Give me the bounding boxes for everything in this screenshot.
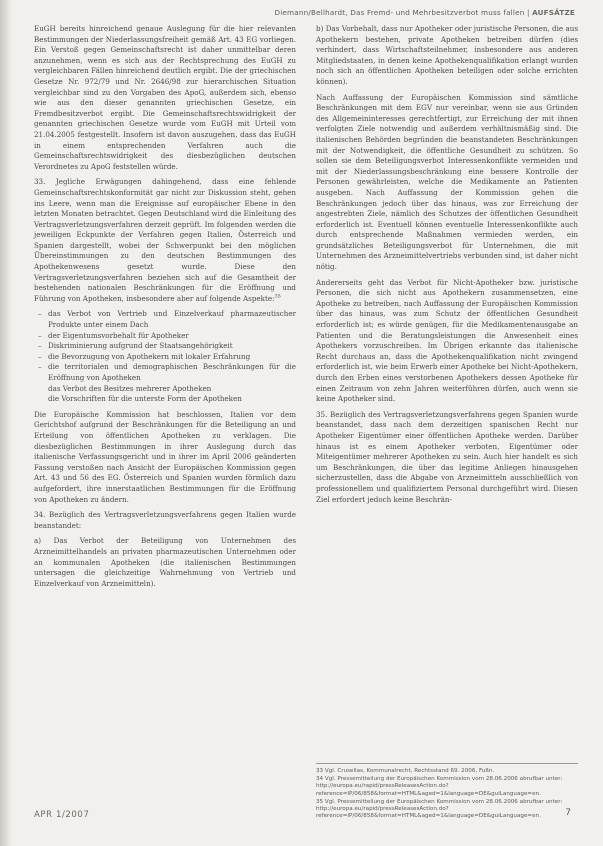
footnote-34: 34 Vgl. Pressemitteilung der Europäischen Kommission vom 28.06.2006 abrufbar unter: http://europa.eu/rapid/pressReleasesAction.do?reference=IP/06/858&format=HTML&aged=1&language=DE&guiLanguage=en. bbox=[316, 776, 563, 797]
left-paragraph-2 bbox=[34, 177, 296, 304]
footnote-ref-35: 35 bbox=[274, 293, 281, 300]
right-paragraph-3: Andererseits geht das Verbot für Nicht-Apotheker bzw. juristische Personen, die sich nicht aus Apothekern zusammensetzen, eine Apotheke zu betreiben, nach Auffassung der Europäischen Kommission über das hinaus, was zum Schutz der öffentlichen Gesundheit erforderlich ist; es würde genügen, für die Medikamentenausgabe an Patienten und die Beratungsleistungen die Anwesenheit eines Apothekers vorzuschreiben. Im Übrigen erkannte das italienische Recht durchaus an, dass die Apothekenqualifikation nicht zwingend erforderlich ist, wie beim Erwerb einer Apotheke bei Nicht-Apothekern, durch den Erben eines verstorbenen Apothekers dessen Apotheke für einen Zeitraum von zehn Jahren weiterführen dürfen, auch wenn sie keine Apotheker sind. bbox=[316, 277, 578, 404]
left-paragraph-1: EuGH bereits hinreichend genaue Auslegung für die hier relevanten Bestimmungen der Niederlassungsfreiheit gemäß Art. 43 EG vorliegen. Ein Verstoß gegen Gemeinschaftsrecht ist daher unmittelbar deren anzunehmen, wenn es sich aus der Rechtsprechung des EuGH zu vergleichbaren Fällen hinreichend deutlich ergibt. Die der griechischen Gesetze Nr. 972/79 und Nr. 2646/98 zur hierarchischen Situation vergleichbar sind zu den Vorgaben des ApoG, außerdem sich, ebenso wie aus den dieser genannten griechischen Gesetze, ein Fremdbesitzverbot ergibt. Die Gemeinschaftsrechtswidrigkeit der genannten griechischen Gesetze wurde vom EuGH mit Urteil vom 21.04.2005 festgestellt. Insofern ist davon auszugehen, dass das EuGH in einem entsprechenden Verfahren auch die Gemeinschaftsrechtswidrigkeit des diesbezüglichen deutschen Verordnetes zu ApoG feststellen würde. bbox=[34, 24, 296, 171]
left-paragraph-3: Die Europäische Kommission hat beschlossen, Italien vor dem Gerichtshof aufgrund der Beschränkungen für die Beteiligung an und Erteilung von öffentlichen Apotheken zu verklagen. Die diesbezüglichen Bestimmungen in ihrer Auslegung durch das italienische Verfassungsgericht und in ihrer im April 2006 geänderten Fassung verstoßen nach Ansicht der Europäischen Kommission gegen Art. 43 und 56 des EG. Österreich und Spanien wurden förmlich dazu aufgefordert, ihre innerstaatlichen Bestimmungen für die Eröffnung von Apotheken zu ändern. bbox=[34, 409, 296, 504]
right-paragraph-2: Nach Auffassung der Europäischen Kommission sind sämtliche Beschränkungen mit dem EGV nur vereinbar, wenn sie aus Gründen des Allgemeininteresses gerechtfertigt, zur Erreichung der mit ihnen verfolgten Ziele notwendig und außerdem verhältnismäßig sind. Die italienischen Behörden begründen die beanstandeten Beschränkungen mit der Notwendigkeit, die öffentliche Gesundheit zu schützen. So sollen sie dem Beteiligungsverbot Interessenkonflikte vermeiden und mit der Niederlassungsbeschränkung eine bessere Kontrolle der Personen gewährleisten, welche die Medikamente an Patienten ausgeben. Nach Auffassung der Kommission gehen die Beschränkungen jedoch über das hinaus, was zur Erreichung der angestrebten Ziele, nämlich des Schutzes der öffentlichen Gesundheit erforderlich ist. Eventuell können eventuelle Interessenkonflikte auch durch entsprechende Maßnahmen vermieden werden, ein grundsätzliches Beteiligungsverbot für Unternehmen, die mit Unternehmen des Arzneimittelvertriebs verbunden sind, ist daher nicht nötig. bbox=[316, 92, 578, 272]
page-binding-shadow bbox=[0, 0, 12, 846]
left-paragraph-5: a) Das Verbot der Beteiligung von Unternehmen des Arzneimittelhandels an privaten pharmazeutischen Unternehmen oder an kommunalen Apotheken (die italienischen Bestimmungen untersagen die gleichzeitige Wahrnehmung von Vertrieb und Einzelverkauf von Arzneimitteln). bbox=[34, 536, 296, 588]
footnote-35: 35 Vgl. Pressemitteilung der Europäischen Kommission vom 28.06.2006 abrufbar unter: http://europa.eu/rapid/pressReleasesAction.do?reference=IP/06/858&format=HTML&aged=1&language=DE&guiLanguage=en. bbox=[316, 798, 563, 820]
list-item: – die Bevorzugung von Apothekern mit lokaler Erfahrung bbox=[38, 351, 251, 361]
left-paragraph-4: 34. Bezüglich des Vertragsverletzungsverfahrens gegen Italien wurde beanstandet: bbox=[34, 510, 296, 530]
header-section: AUFSÄTZE bbox=[532, 8, 575, 17]
list-item: – Diskriminierung aufgrund der Staatsangehörigkeit bbox=[38, 341, 233, 351]
right-column bbox=[316, 24, 578, 510]
left-column bbox=[34, 24, 296, 594]
header-separator: | bbox=[526, 8, 530, 17]
list-item: die Vorschriften für die unterste Form der Apotheken bbox=[48, 394, 242, 404]
right-paragraph-1: b) Das Vorbehalt, dass nur Apotheker oder juristische Personen, die aus Apothekern bestehen, private Apotheken betreiben dürfen (dies verhindert, dass Wirtschaftsteilnehmer, insbesondere aus anderen Mitgliedstaaten, in denen keine Apothekenqualifikation erlangt wurden noch sich an öffentlichen Apotheken beteiligen oder solche errichten können). bbox=[316, 24, 578, 86]
list-item: das Verbot des Besitzes mehrerer Apotheken bbox=[48, 383, 212, 393]
footnote-33: 33 Vgl. Crusellas, Kommunalrecht, Rechtsstand 69. 2006, Fußn. bbox=[316, 768, 495, 774]
list-item: – das Verbot von Vertrieb und Einzelverkauf pharmazeutischer Produkte unter einem Dach bbox=[38, 309, 296, 330]
list-item: – die territorialen und demographischen Beschränkungen für die Eröffnung von Apotheken bbox=[38, 362, 296, 382]
list-item: – der Eigentumsvorbehalt für Apotheker bbox=[38, 330, 189, 340]
left-paragraph-2-text: 33. Jegliche Erwägungen dahingehend, dass eine fehlende Gemeinschaftsrechtskonformität gar nicht zur Diskussion steht, gehen ins Leere, wenn man die Ereignisse auf europäischer Ebene in den letzten Monaten betrachtet. Gegen Deutschland wird die Einleitung des Vertragsverletzungsverfahren derzeit geprüft. Im folgenden werden die jeweiligen Eckpunkte der Verfahren gegen Italien, Österreich und Spanien dargestellt, wobei der Schwerpunkt bei den möglichen Übereinstimmungen zu den deutschen Bestimmungen des Apothekenwesens gesetzt wurde. Diese den Vertragsverletzungsverfahren beziehen sich auf die Gesamtheit der bestehenden nationalen Beschränkungen für die Eröffnung und Führung von Apotheken, insbesondere aber auf folgende Aspekte: bbox=[34, 177, 296, 303]
right-paragraph-4: 35. Bezüglich des Vertragsverletzungsverfahrens gegen Spanien wurde beanstandet, dass nach dem derzeitigen spanischen Recht nur Apotheker Eigentümer einer öffentlichen Apotheke werden. Darüber hinaus ist es einem Apotheker verboten, Eigentümer oder Miteigentümer mehrerer Apotheken zu sein. Auch hier handelt es sich um Beschränkungen, die über das legitime Anliegen hinausgehen sicherzustellen, dass die Abgabe von Arzneimitteln ausschließlich von professionellem und qualifiziertem Personal durchgeführt wird. Diesen Ziel erfordert jedoch keine Beschrän- bbox=[316, 409, 578, 504]
footnotes bbox=[316, 763, 578, 821]
running-header bbox=[275, 8, 576, 17]
complaint-list bbox=[34, 309, 296, 404]
header-authors-title: Diemann/Bellhardt, Das Fremd- und Mehrbesitzverbot muss fallen bbox=[274, 8, 525, 17]
page-number: 7 bbox=[565, 808, 571, 818]
journal-issue: APR 1/2007 bbox=[34, 810, 90, 820]
